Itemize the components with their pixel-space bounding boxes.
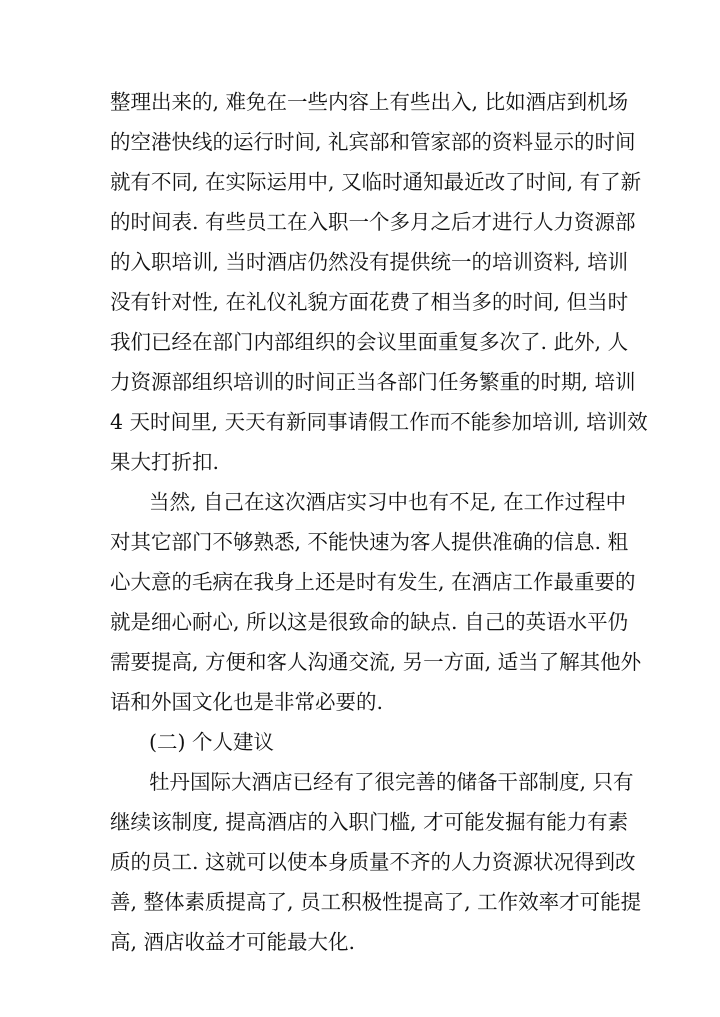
paragraph-line: 力资源部组织培训的时间正当各部门任务繁重的时期, 培训 (110, 370, 636, 394)
paragraph-line: 高, 酒店收益才可能最大化. (110, 930, 356, 954)
paragraph-line: 4 天时间里, 天天有新同事请假工作而不能参加培训, 培训效 (110, 410, 648, 434)
paragraph-line: 对其它部门不够熟悉, 不能快速为客人提供准确的信息. 粗 (110, 530, 629, 554)
paragraph-line: 果大打折扣. (110, 450, 220, 474)
paragraph-line: 的入职培训, 当时酒店仍然没有提供统一的培训资料, 培训 (110, 250, 629, 274)
paragraph-line: 需要提高, 方便和客人沟通交流, 另一方面, 适当了解其他外 (110, 650, 642, 674)
section-heading: (二) 个人建议 (149, 730, 275, 754)
paragraph-line: 的时间表. 有些员工在入职一个多月之后才进行人力资源部 (110, 210, 636, 234)
paragraph-line: 就是细心耐心, 所以这是很致命的缺点. 自己的英语水平仍 (110, 610, 629, 634)
paragraph-line: 的空港快线的运行时间, 礼宾部和管家部的资料显示的时间 (110, 130, 636, 154)
paragraph-line: 语和外国文化也是非常必要的. (110, 690, 384, 714)
paragraph-line: 我们已经在部门内部组织的会议里面重复多次了. 此外, 人 (110, 330, 629, 354)
paragraph-line: 就有不同, 在实际运用中, 又临时通知最近改了时间, 有了新 (110, 170, 642, 194)
paragraph-line: 继续该制度, 提高酒店的入职门槛, 才可能发掘有能力有素 (110, 810, 629, 834)
paragraph-line: 善, 整体素质提高了, 员工积极性提高了, 工作效率才可能提 (110, 890, 642, 914)
paragraph-line: 牡丹国际大酒店已经有了很完善的储备干部制度, 只有 (149, 770, 634, 794)
paragraph-line: 质的员工. 这就可以使本身质量不齐的人力资源状况得到改 (110, 850, 636, 874)
paragraph-line: 整理出来的, 难免在一些内容上有些出入, 比如酒店到机场 (110, 90, 629, 114)
paragraph-line: 没有针对性, 在礼仪礼貌方面花费了相当多的时间, 但当时 (110, 290, 629, 314)
paragraph-line: 当然, 自己在这次酒店实习中也有不足, 在工作过程中 (149, 490, 627, 514)
paragraph-line: 心大意的毛病在我身上还是时有发生, 在酒店工作最重要的 (110, 570, 636, 594)
